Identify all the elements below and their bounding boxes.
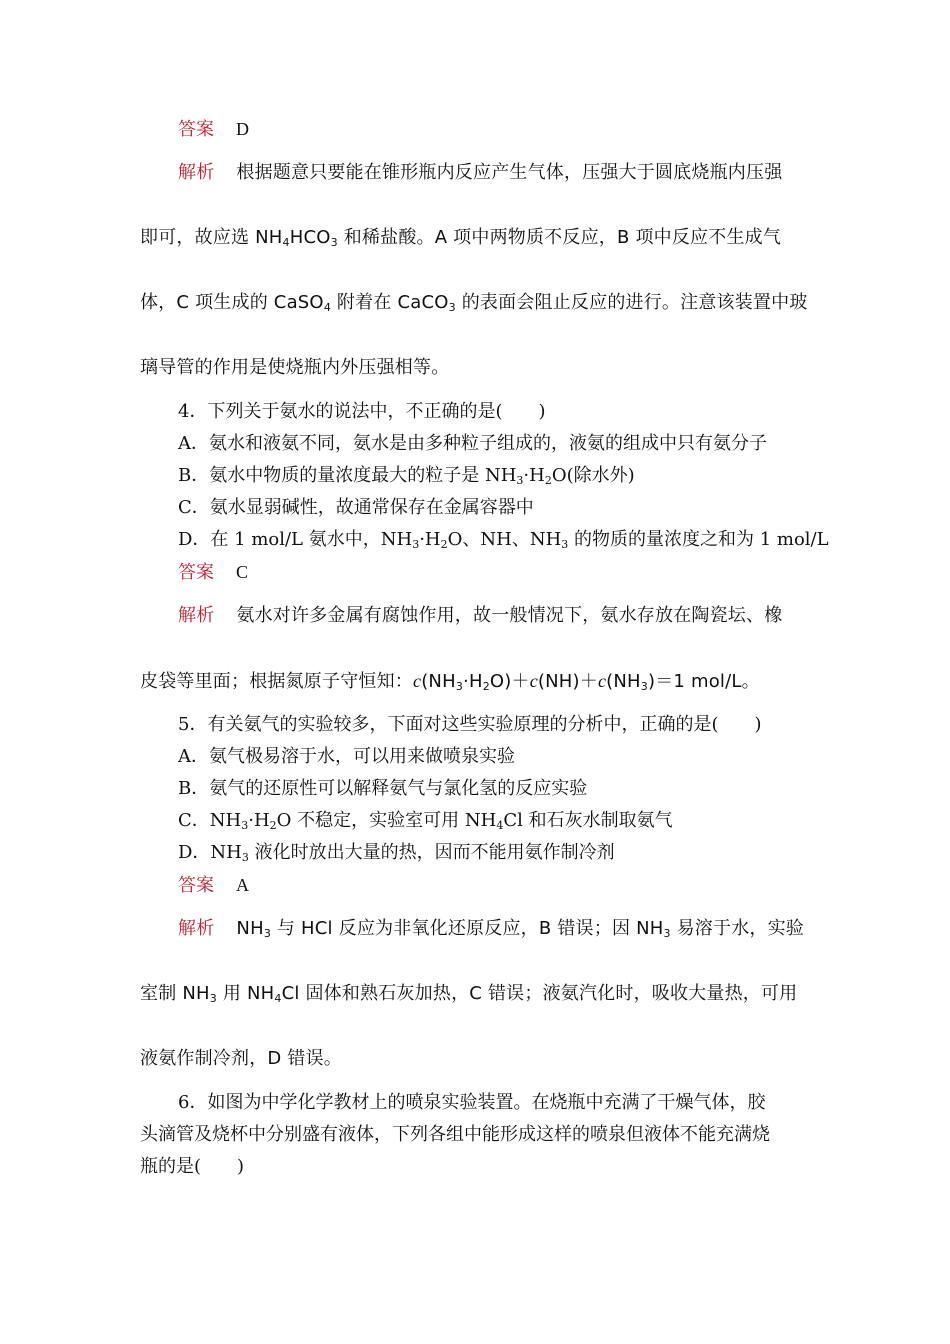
- q4-option-b: B．氨水中物质的量浓度最大的粒子是 $NH_3\cdot H_2O$(除水外): [178, 465, 635, 487]
- q6-stem-line-1: 6．如图为中学化学教材上的喷泉实验装置。在烧瓶中充满了干燥气体，胶: [178, 1092, 766, 1113]
- answer-label: 答案: [178, 562, 214, 583]
- q3-analysis-line-1: 解析 根据题意只要能在锥形瓶内反应产生气体，压强大于圆底烧瓶内压强: [178, 162, 783, 183]
- q6-stem-line-2: 头滴管及烧杯中分别盛有液体，下列各组中能形成这样的喷泉但液体不能充满烧: [140, 1124, 770, 1145]
- q4-option-d: D．在 1 mol/L 氨水中，$NH_3\cdot H_2O$、NH、$NH_3$ 的物质的量浓度之和为 1 mol/L: [178, 529, 829, 551]
- q4-option-c: C．氨水显弱碱性，故通常保存在金属容器中: [178, 497, 534, 518]
- q5-analysis-line-3: 液氨作制冷剂，D 错误。: [140, 1048, 342, 1069]
- answer-label: 答案: [178, 875, 214, 896]
- analysis-label: 解析: [178, 918, 215, 939]
- q5-stem: 5．有关氨气的实验较多，下面对这些实验原理的分析中，正确的是( ): [178, 714, 762, 735]
- q4-option-a: A．氨水和液氨不同，氨水是由多种粒子组成的，液氨的组成中只有氨分子: [178, 433, 767, 454]
- q5-option-a: A．氨气极易溶于水，可以用来做喷泉实验: [178, 746, 515, 767]
- q6-stem-line-3: 瓶的是( ): [140, 1156, 245, 1177]
- q5-option-c: C．$NH_3\cdot H_2O$ 不稳定，实验室可用 $NH_4Cl$ 和石灰水制取氨气: [178, 810, 673, 832]
- q5-analysis-line-2: 室制 $NH_3$ 用 $NH_4Cl$ 固体和熟石灰加热，C 错误；液氨汽化时，吸收大量热，可用: [140, 983, 798, 1005]
- q4-answer: 答案 C: [178, 562, 249, 583]
- analysis-label: 解析: [178, 605, 215, 626]
- q5-option-b: B．氨气的还原性可以解释氨气与氯化氢的反应实验: [178, 778, 588, 799]
- q3-analysis-line-3: 体，C 项生成的 CaSO$_4$ 附着在 CaCO$_3$ 的表面会阻止反应的进行。注意该装置中玻: [140, 292, 808, 314]
- q5-answer: 答案 A: [178, 875, 249, 896]
- q3-answer: 答案 D: [178, 119, 249, 140]
- q4-analysis-line-1: 解析 氨水对许多金属有腐蚀作用，故一般情况下，氨水存放在陶瓷坛、橡: [178, 605, 783, 626]
- answer-label: 答案: [178, 119, 214, 140]
- q3-analysis-line-4: 璃导管的作用是使烧瓶内外压强相等。: [140, 357, 450, 378]
- q4-analysis-line-2: 皮袋等里面；根据氮原子守恒知：$c(NH_3\cdot H_2O)+c(NH)+c(NH_3)=1$ mol/L。: [140, 671, 760, 693]
- q4-stem: 4．下列关于氨水的说法中，不正确的是( ): [178, 401, 546, 422]
- analysis-label: 解析: [178, 162, 215, 183]
- q5-analysis-line-1: 解析 $NH_3$ 与 HCl 反应为非氧化还原反应，B 错误；因 $NH_3$ 易溶于水，实验: [178, 918, 805, 940]
- q3-analysis-line-2: 即可，故应选 $NH_4HCO_3$ 和稀盐酸。A 项中两物质不反应，B 项中反应不生成气: [140, 227, 782, 249]
- q5-option-d: D．$NH_3$ 液化时放出大量的热，因而不能用氨作制冷剂: [178, 842, 615, 864]
